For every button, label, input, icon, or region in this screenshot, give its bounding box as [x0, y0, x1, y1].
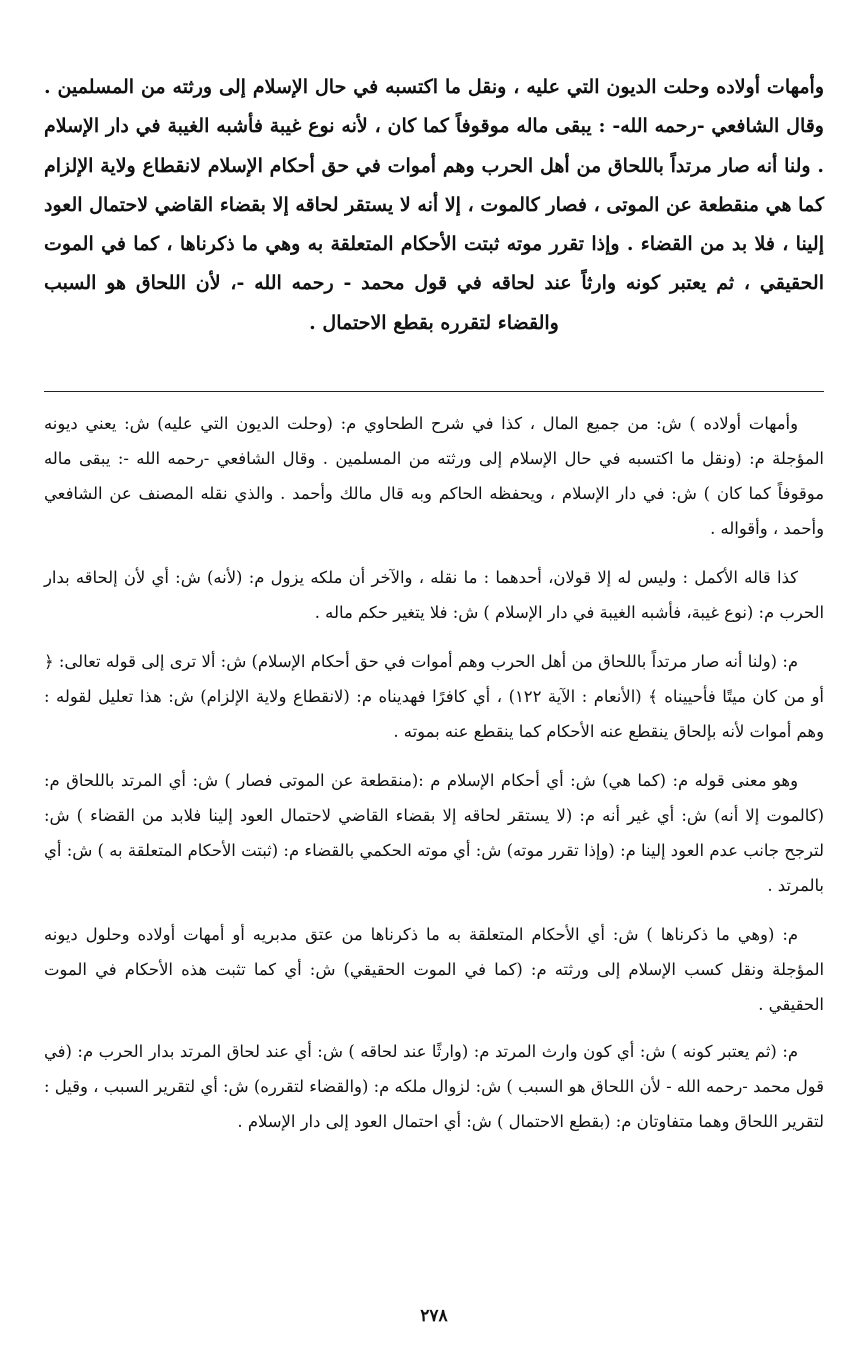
separator-line: [44, 391, 824, 392]
commentary-paragraph: م: (ولنا أنه صار مرتداً باللحاق من أهل الحرب وهم أموات في حق أحكام الإسلام) ش: ألا ترى إلى قوله تعالى: ﴿ أو من كان ميتًا فأحييناه ﴾ (الأنعام : الآية ١٢٢) ، أي كافرًا فهديناه م: (لانقطاع ولاية الإلزام) ش: هذا تعليل لقوله : وهم أموات لأنه بإلحاق ينقطع عنه الأحكام كما ينقطع عنه بموته .: [44, 652, 824, 741]
commentary-paragraph: وهو معنى قوله م: (كما هي) ش: أي أحكام الإسلام م :(منقطعة عن الموتى فصار ) ش: أي المرتد باللحاق م: (كالموت إلا أنه) ش: أي غير أنه م: (لا يستقر لحاقه إلا بقضاء القاضي لاحتمال العود إلينا فلابد من القضاء ) ش: لترجح جانب عدم العود إلينا م: (وإذا تقرر موته) ش: أي موته الحكمي بالقضاء م: (ثبتت الأحكام المتعلقة به ) ش: أي بالمرتد .: [44, 771, 824, 895]
commentary-paragraph: م: (ثم يعتبر كونه ) ش: أي كون وارث المرتد م: (وارثًا عند لحاقه ) ش: أي عند لحاق المرتد بدار الحرب م: (في قول محمد -رحمه الله - لأن اللحاق هو السبب ) ش: لزوال ملكه م: (والقضاء لتقرره) ش: أي لتقرير السبب ، وقيل : لتقرير اللحاق وهما متفاوتان م: (بقطع الاحتمال ) ش: أي احتمال العود إلى دار الإسلام .: [44, 1042, 824, 1131]
commentary-section: [44, 406, 824, 1139]
commentary-paragraph: كذا قاله الأكمل : وليس له إلا قولان، أحدهما : ما نقله ، والآخر أن ملكه يزول م: (لأنه) ش: أي لأن إلحاقه بدار الحرب م: (نوع غيبة، فأشبه الغيبة في دار الإسلام ) ش: فلا يتغير حكم ماله .: [44, 568, 824, 622]
commentary-paragraph: م: (وهي ما ذكرناها ) ش: أي الأحكام المتعلقة به ما ذكرناها من عتق مدبريه أو أمهات أولاده وحلول ديونه المؤجلة ونقل كسب الإسلام إلى ورثته م: (كما في الموت الحقيقي) ش: أي كما تثبت هذه الأحكام في الموت الحقيقي .: [44, 925, 824, 1014]
commentary-paragraph: وأمهات أولاده ) ش: من جميع المال ، كذا في شرح الطحاوي م: (وحلت الديون التي عليه) ش: يعني ديونه المؤجلة م: (ونقل ما اكتسبه في حال الإسلام إلى ورثته من المسلمين . وقال الشافعي -رحمه الله -: يبقى ماله موقوفاً كما كان ) ش: في دار الإسلام ، ويحفظه الحاكم وبه قال مالك وأحمد . والذي نقله المصنف عن الشافعي وأحمد ، وأقواله .: [44, 414, 824, 538]
main-text: وأمهات أولاده وحلت الديون التي عليه ، ونقل ما اكتسبه في حال الإسلام إلى ورثته من المسلمين . وقال الشافعي -رحمه الله- : يبقى ماله موقوفاً كما كان ، لأنه نوع غيبة فأشبه الغيبة في دار الإسلام . ولنا أنه صار مرتداً باللحاق من أهل الحرب وهم أموات في حق أحكام الإسلام لانقطاع ولاية الإلزام كما هي منقطعة عن الموتى ، فصار كالموت ، إلا أنه لا يستقر لحاقه إلا بقضاء القاضي لاحتمال العود إلينا ، فلا بد من القضاء . وإذا تقرر موته ثبتت الأحكام المتعلقة به وهي ما ذكرناها ، كما في الموت الحقيقي ، ثم يعتبر كونه وارثاً عند لحاقه في قول محمد - رحمه الله -، لأن اللحاق هو السبب والقضاء لتقرره بقطع الاحتمال .: [44, 76, 824, 334]
page-number: ٢٧٨: [420, 1306, 448, 1326]
